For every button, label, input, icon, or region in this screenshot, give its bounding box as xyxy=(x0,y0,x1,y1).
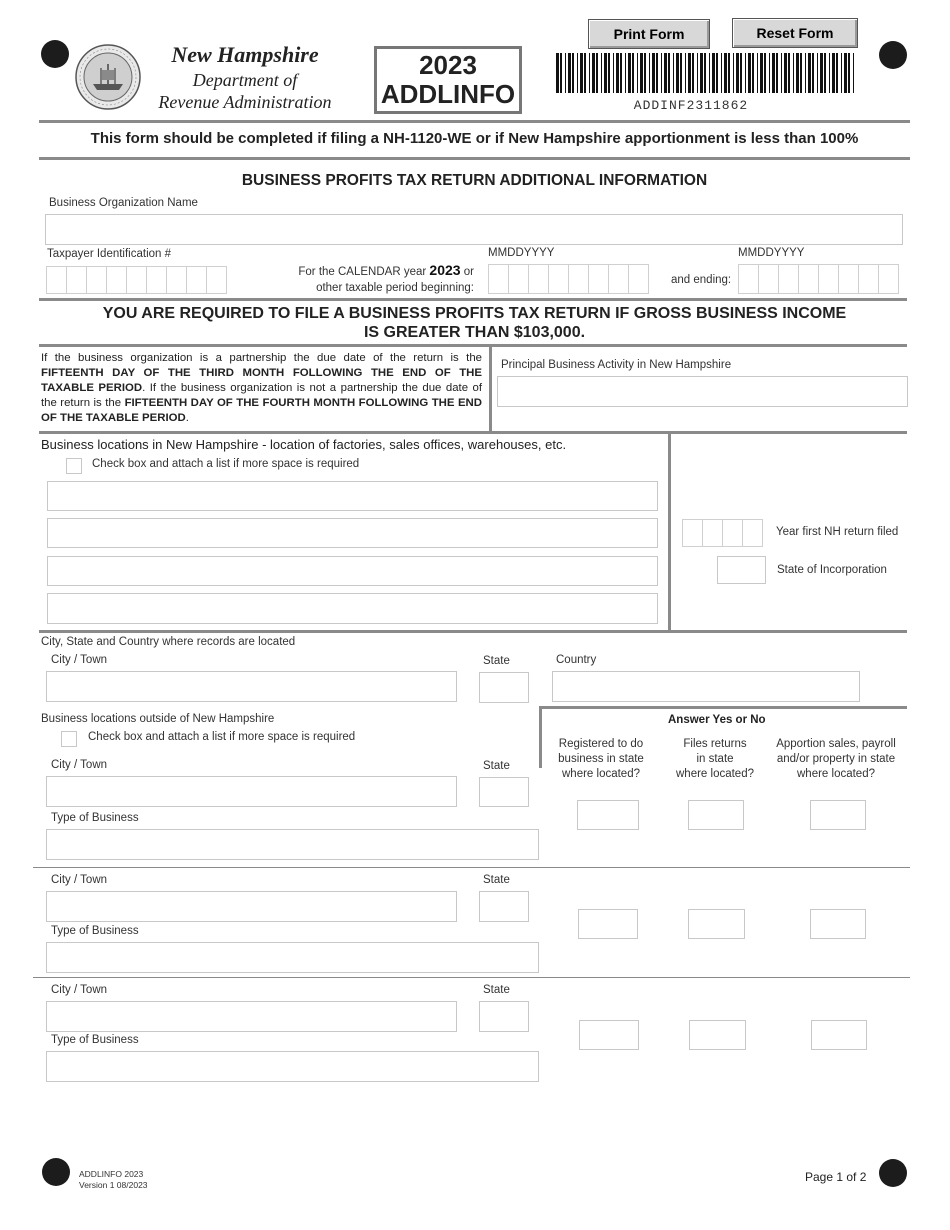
registered-column-header xyxy=(548,737,654,782)
taxpayer-id-digit-box[interactable] xyxy=(166,266,187,294)
barcode xyxy=(556,53,860,93)
state-of-incorporation-input[interactable] xyxy=(717,556,766,584)
records-country-label: Country xyxy=(556,654,597,666)
registered-header-line-1: Registered to do xyxy=(558,738,644,750)
files-returns-column-header xyxy=(662,737,768,782)
begin-date-format: MMDDYYYY xyxy=(488,247,555,259)
begin-date-digit-box[interactable] xyxy=(608,264,629,294)
begin-date-digit-box[interactable] xyxy=(568,264,589,294)
barcode-number: ADDINF2311862 xyxy=(633,98,749,113)
outside-type-input-1[interactable] xyxy=(46,829,539,860)
due-date-text-1: If the business organization is a partnership the due date of the return is the xyxy=(41,352,482,364)
form-year: 2023 xyxy=(419,50,477,80)
principal-activity-label: Principal Business Activity in New Hampshire xyxy=(501,359,732,371)
taxpayer-id-digit-box[interactable] xyxy=(66,266,87,294)
apportion-column-header xyxy=(768,737,904,782)
footer-form-id: ADDLINFO 2023 xyxy=(79,1169,144,1179)
outside-city-input-2[interactable] xyxy=(46,891,457,922)
divider xyxy=(33,977,910,978)
outside-locations-label: Business locations outside of New Hampshire xyxy=(41,713,275,725)
end-date-digit-box[interactable] xyxy=(878,264,899,294)
registered-header-line-2: business in state xyxy=(558,753,644,765)
nh-locations-checkbox-label: Check box and attach a list if more space is required xyxy=(92,458,360,470)
divider xyxy=(539,706,542,768)
apportion-header-line-2: and/or property in state xyxy=(776,753,896,765)
outside-type-input-3[interactable] xyxy=(46,1051,539,1082)
outside-state-input-1[interactable] xyxy=(479,777,529,807)
nh-locations-more-checkbox[interactable] xyxy=(66,458,82,474)
registration-mark-top-left xyxy=(41,40,69,68)
outside-city-label-2: City / Town xyxy=(51,874,108,886)
taxpayer-id-digit-box[interactable] xyxy=(186,266,207,294)
outside-type-label-1: Type of Business xyxy=(51,812,139,824)
year-first-digit-box[interactable] xyxy=(682,519,703,547)
outside-state-input-3[interactable] xyxy=(479,1001,529,1032)
period-beginning-label: other taxable period beginning: xyxy=(316,282,474,294)
registration-mark-bottom-left xyxy=(42,1158,70,1186)
due-date-bold-2: FIFTEENTH DAY OF THE FOURTH MONTH FOLLOWING THE END OF THE TAXABLE PERIOD xyxy=(41,397,483,424)
begin-date-digit-box[interactable] xyxy=(508,264,529,294)
end-date-digit-box[interactable] xyxy=(778,264,799,294)
records-city-input[interactable] xyxy=(46,671,457,702)
footer-version: Version 1 08/2023 xyxy=(79,1180,148,1190)
period-end-date-input[interactable] xyxy=(738,264,898,294)
state-name: New Hampshire xyxy=(171,42,319,67)
files-header-line-2: in state xyxy=(696,753,734,765)
outside-city-label-3: City / Town xyxy=(51,984,108,996)
taxpayer-id-digit-box[interactable] xyxy=(46,266,67,294)
begin-date-digit-box[interactable] xyxy=(548,264,569,294)
records-state-label: State xyxy=(483,655,510,667)
form-name: ADDLINFO xyxy=(380,79,516,109)
files-returns-answer-1[interactable] xyxy=(688,800,744,830)
filing-requirement-notice xyxy=(39,304,910,342)
end-date-digit-box[interactable] xyxy=(858,264,879,294)
apportion-header-line-1: Apportion sales, payroll xyxy=(776,738,896,750)
year-first-digit-box[interactable] xyxy=(742,519,763,547)
taxpayer-id-input[interactable] xyxy=(46,266,226,294)
divider xyxy=(489,344,492,432)
divider xyxy=(39,157,910,160)
nh-location-input-2[interactable] xyxy=(47,518,658,548)
divider xyxy=(39,630,907,633)
business-name-label: Business Organization Name xyxy=(49,197,198,209)
outside-city-input-1[interactable] xyxy=(46,776,457,807)
calendar-year-text: For the CALENDAR year xyxy=(298,266,427,278)
notice-line-2: IS GREATER THAN $103,000. xyxy=(363,324,586,341)
files-header-line-1: Files returns xyxy=(683,738,747,750)
due-date-text-3: . xyxy=(185,412,189,424)
calendar-year-or: or xyxy=(463,266,474,278)
end-date-digit-box[interactable] xyxy=(758,264,779,294)
due-date-text-2: . If the business organization is not a partnership the due date of the return is the xyxy=(41,382,482,409)
year-first-return-label: Year first NH return filed xyxy=(776,526,899,538)
year-first-digit-box[interactable] xyxy=(702,519,723,547)
apportion-answer-3[interactable] xyxy=(811,1020,867,1050)
apportion-answer-1[interactable] xyxy=(810,800,866,830)
print-form-button[interactable]: Print Form xyxy=(588,19,710,49)
principal-activity-input[interactable] xyxy=(497,376,908,407)
outside-type-label-3: Type of Business xyxy=(51,1034,139,1046)
files-header-line-3: where located? xyxy=(676,768,754,780)
apportion-answer-2[interactable] xyxy=(810,909,866,939)
taxpayer-id-digit-box[interactable] xyxy=(146,266,167,294)
taxpayer-id-digit-box[interactable] xyxy=(106,266,127,294)
section-title: BUSINESS PROFITS TAX RETURN ADDITIONAL INFORMATION xyxy=(241,172,708,189)
nh-location-input-1[interactable] xyxy=(47,481,658,511)
due-date-bold-1: FIFTEENTH DAY OF THE THIRD MONTH FOLLOWING THE END OF THE TAXABLE PERIOD xyxy=(41,367,482,394)
records-state-input[interactable] xyxy=(479,672,529,703)
end-date-format: MMDDYYYY xyxy=(738,247,805,259)
taxpayer-id-digit-box[interactable] xyxy=(86,266,107,294)
period-ending-label: and ending: xyxy=(671,274,732,286)
notice-line-1: YOU ARE REQUIRED TO FILE A BUSINESS PROFITS TAX RETURN IF GROSS BUSINESS INCOME xyxy=(102,305,847,322)
state-of-incorporation-label: State of Incorporation xyxy=(777,564,887,576)
divider xyxy=(39,344,907,347)
end-date-digit-box[interactable] xyxy=(818,264,839,294)
registered-header-line-3: where located? xyxy=(562,768,640,780)
calendar-year-label xyxy=(262,262,474,296)
outside-city-label-1: City / Town xyxy=(51,759,108,771)
form-subtitle: This form should be completed if filing a NH-1120-WE or if New Hampshire apportionment is less than 100% xyxy=(90,130,859,147)
divider xyxy=(539,706,907,709)
records-location-label: City, State and Country where records are located xyxy=(41,636,296,648)
registration-mark-top-right xyxy=(879,41,907,69)
end-date-digit-box[interactable] xyxy=(738,264,759,294)
divider xyxy=(668,431,671,631)
outside-locations-checkbox-label: Check box and attach a list if more space is required xyxy=(88,731,356,743)
year-first-return-input[interactable] xyxy=(682,519,762,547)
business-name-input[interactable] xyxy=(45,214,903,245)
calendar-year-value: 2023 xyxy=(429,262,461,278)
due-date-paragraph xyxy=(41,351,482,426)
registered-answer-3[interactable] xyxy=(579,1020,639,1050)
begin-date-digit-box[interactable] xyxy=(528,264,549,294)
taxpayer-id-digit-box[interactable] xyxy=(206,266,227,294)
outside-state-label-1: State xyxy=(483,760,510,772)
divider xyxy=(33,867,910,868)
nh-location-input-4[interactable] xyxy=(47,593,658,624)
taxpayer-id-label: Taxpayer Identification # xyxy=(47,248,172,260)
footer-page-number: Page 1 of 2 xyxy=(805,1170,867,1184)
registered-answer-1[interactable] xyxy=(577,800,639,830)
apportion-header-line-3: where located? xyxy=(797,768,875,780)
begin-date-digit-box[interactable] xyxy=(488,264,509,294)
files-returns-answer-3[interactable] xyxy=(689,1020,746,1050)
reset-form-button[interactable]: Reset Form xyxy=(732,18,858,48)
begin-date-digit-box[interactable] xyxy=(588,264,609,294)
divider xyxy=(39,298,907,301)
registration-mark-bottom-right xyxy=(879,1159,907,1187)
period-begin-date-input[interactable] xyxy=(488,264,648,294)
records-city-label: City / Town xyxy=(51,654,108,666)
outside-locations-more-checkbox[interactable] xyxy=(61,731,77,747)
department-line-1: Department of xyxy=(192,70,298,90)
answer-yes-no-header: Answer Yes or No xyxy=(668,714,766,726)
outside-type-label-2: Type of Business xyxy=(51,925,139,937)
divider xyxy=(39,431,907,434)
records-country-input[interactable] xyxy=(552,671,860,702)
outside-type-input-2[interactable] xyxy=(46,942,539,973)
registered-answer-2[interactable] xyxy=(578,909,638,939)
end-date-digit-box[interactable] xyxy=(798,264,819,294)
nh-locations-label: Business locations in New Hampshire - location of factories, sales offices, warehouses, etc. xyxy=(41,437,567,452)
begin-date-digit-box[interactable] xyxy=(628,264,649,294)
end-date-digit-box[interactable] xyxy=(838,264,859,294)
department-line-2: Revenue Administration xyxy=(158,92,332,112)
year-first-digit-box[interactable] xyxy=(722,519,743,547)
outside-state-label-2: State xyxy=(483,874,510,886)
outside-state-input-2[interactable] xyxy=(479,891,529,922)
nh-location-input-3[interactable] xyxy=(47,556,658,586)
form-id-box xyxy=(374,46,522,114)
files-returns-answer-2[interactable] xyxy=(688,909,745,939)
divider xyxy=(39,120,910,123)
taxpayer-id-digit-box[interactable] xyxy=(126,266,147,294)
outside-city-input-3[interactable] xyxy=(46,1001,457,1032)
outside-state-label-3: State xyxy=(483,984,510,996)
